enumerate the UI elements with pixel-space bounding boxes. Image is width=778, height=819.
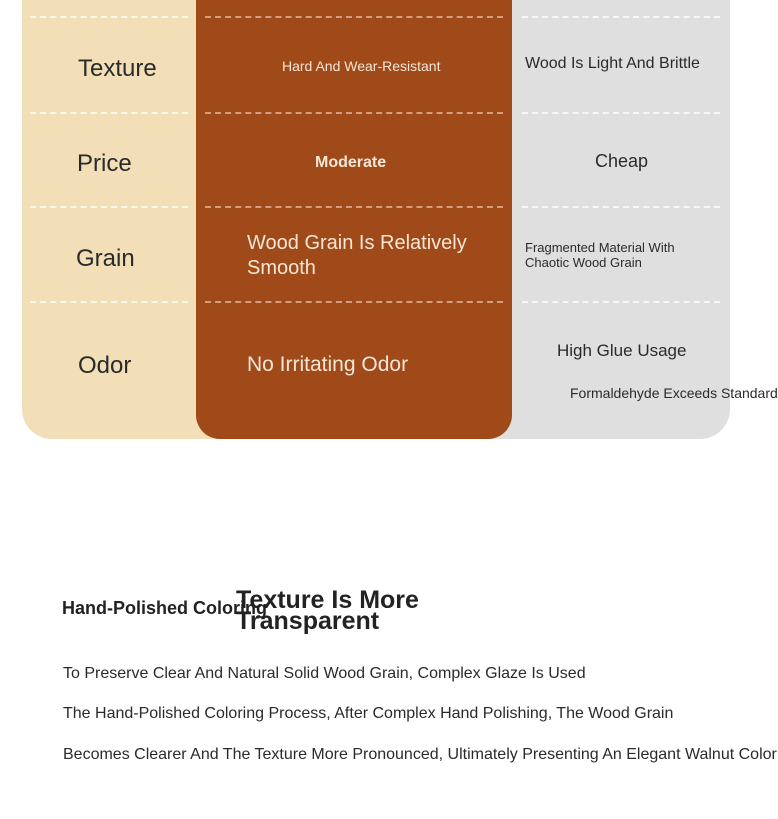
feature-paragraph: To Preserve Clear And Natural Solid Wood Grain, Complex Glaze Is Used (63, 665, 586, 682)
feature-heading: Texture Is More Transparent (236, 586, 419, 635)
row-divider (522, 16, 720, 18)
row-divider (30, 112, 188, 114)
attribute-label: Grain (76, 245, 135, 272)
walnut-value: Wood Grain Is Relatively Smooth (247, 232, 467, 279)
other-value: Cheap (595, 150, 649, 171)
row-divider (522, 206, 720, 208)
feature-paragraph: The Hand-Polished Coloring Process, After Complex Hand Polishing, The Wood Grain (63, 705, 674, 722)
feature-label: Hand-Polished Coloring (62, 598, 267, 618)
other-value: Wood Is Light And Brittle (525, 55, 700, 72)
attribute-label: Texture (78, 55, 157, 82)
walnut-value: Moderate (315, 154, 387, 171)
other-value-extra: Formaldehyde Exceeds Standard (570, 385, 778, 401)
row-divider (205, 16, 503, 18)
row-divider (30, 301, 188, 303)
row-divider (205, 112, 503, 114)
row-divider (522, 112, 720, 114)
row-divider (205, 301, 503, 303)
other-value: Fragmented Material With Chaotic Wood Grain (525, 240, 675, 270)
attribute-label: Odor (78, 352, 132, 379)
row-divider (30, 16, 188, 18)
walnut-value: No Irritating Odor (247, 353, 409, 376)
other-value: High Glue Usage (557, 341, 687, 360)
row-divider (205, 206, 503, 208)
row-divider (522, 301, 720, 303)
attribute-label: Price (77, 150, 132, 177)
row-divider (30, 206, 188, 208)
walnut-value: Hard And Wear-Resistant (282, 58, 441, 74)
feature-paragraph: Becomes Clearer And The Texture More Pronounced, Ultimately Presenting An Elegant Walnut Color (63, 746, 777, 763)
